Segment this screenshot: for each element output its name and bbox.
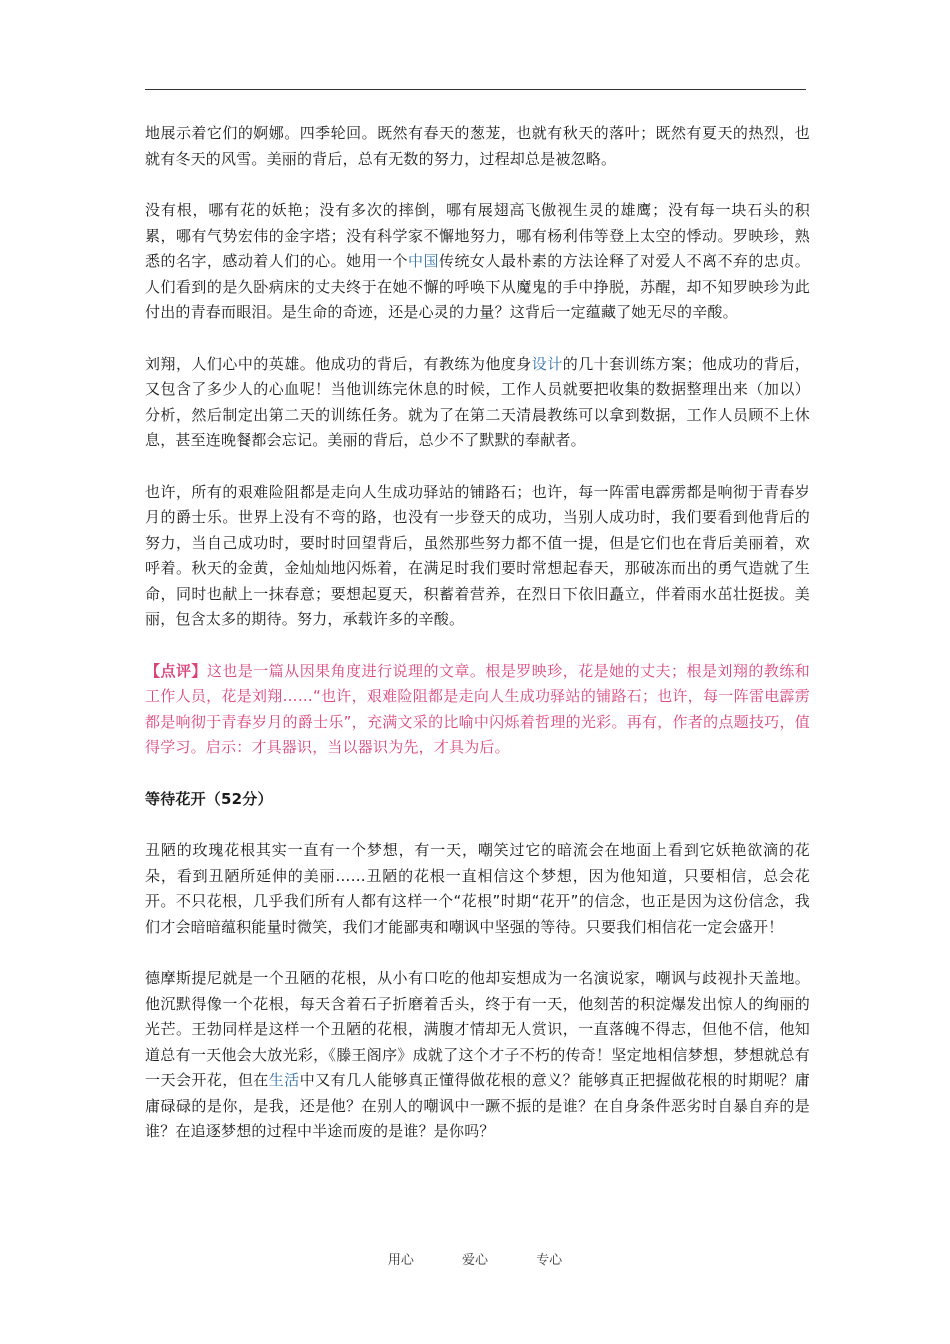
paragraph-1: 地展示着它们的婀娜。四季轮回。既然有春天的葱茏，也就有秋天的落叶；既然有夏天的热烈，也就有冬天的风雪。美丽的背后，总有无数的努力，过程却总是被忽略。 xyxy=(145,124,810,168)
paragraph-3 xyxy=(145,352,810,454)
footer-item: 专心 xyxy=(536,1253,563,1268)
paragraph-6-text-b: 中又有几人能够真正懂得做花根的意义？能够真正把握做花根的时期呢？庸庸碌碌的是你，是我，还是他？在别人的嘲讽中一蹶不振的是谁？在自身条件恶劣时自暴自弃的是谁？在追逐梦想的过程中半途而废的是谁？是你吗？ xyxy=(145,1071,811,1140)
comment-text: 这也是一篇从因果角度进行说理的文章。根是罗映珍，花是她的丈夫；根是刘翔的教练和工作人员，花是刘翔……“也许，艰难险阻都是走向人生成功驿站的铺路石；也许，每一阵雷电霹雳都是响彻于青春岁月的爵士乐”，充满文采的比喻中闪烁着哲理的光彩。再有，作者的点题技巧，值得学习。启示：才具器识，当以器识为先，才具为后。 xyxy=(145,661,810,756)
paragraph-6-text-a: 德摩斯提尼就是一个丑陋的花根，从小有口吃的他却妄想成为一名演说家，嘲讽与歧视扑天盖地。他沉默得像一个花根，每天含着石子折磨着舌头，终于有一天，他刻苦的积淀爆发出惊人的绚丽的光芒。王勃同样是这样一个丑陋的花根，满腹才情却无人赏识，一直落魄不得志，但他不信，他知道总有一天他会大放光彩，《滕王阁序》成就了这个才子不朽的传奇！坚定地相信梦想，梦想就总有一天会开花，但在 xyxy=(145,969,810,1089)
section-heading: 等待花开（52分） xyxy=(145,789,273,808)
page-footer xyxy=(0,1249,950,1268)
paragraph-2-text-b: 传统女人最朴素的方法诠释了对爱人不离不弃的忠贞。人们看到的是久卧病床的丈夫终于在她不懈的呼唤下从魔鬼的手中挣脱，苏醒，却不知罗映珍为此付出的青春而眼泪。是生命的奇迹，还是心灵的力量？这背后一定蕴藏了她无尽的辛酸。 xyxy=(145,252,811,321)
link-sheji[interactable]: 设计 xyxy=(531,354,563,373)
link-zhongguo[interactable]: 中国 xyxy=(408,252,439,270)
link-shenghuo[interactable]: 生活 xyxy=(268,1071,300,1089)
footer-item: 用心 xyxy=(387,1253,414,1268)
paragraph-2-text-a: 没有根，哪有花的妖艳；没有多次的摔倒，哪有展翅高飞傲视生灵的雄鹰；没有每一块石头的积累，哪有气势宏伟的金字塔；没有科学家不懈地努力，哪有杨利伟等登上太空的悸动。罗映珍，熟悉的名字，感动着人们的心。她用一个 xyxy=(145,201,810,270)
comment-tag: 【点评】 xyxy=(145,661,207,680)
paragraph-2 xyxy=(145,198,810,326)
paragraph-3-text-a: 刘翔，人们心中的英雄。他成功的背后，有教练为他度身 xyxy=(145,354,532,373)
paragraph-3-text-b: 的几十套训练方案；他成功的背后，又包含了多少人的心血呢！当他训练完休息的时候，工作人员就要把收集的数据整理出来（加以）分析，然后制定出第二天的训练任务。就为了在第二天清晨教练可以拿到数据，工作人员顾不上休息，甚至连晚餐都会忘记。美丽的背后，总少不了默默的奉献者。 xyxy=(145,354,810,449)
paragraph-4: 也许，所有的艰难险阻都是走向人生成功驿站的铺路石；也许，每一阵雷电霹雳都是响彻于青春岁月的爵士乐。世界上没有不弯的路，也没有一步登天的成功，当别人成功时，我们要看到他背后的努力，当自己成功时，要时时回望背后，虽然那些努力都不值一提，但是它们也在背后美丽着，欢呼着。秋天的金黄，金灿灿地闪烁着，在满足时我们要时常想起春天，那破冻而出的勇气造就了生命，同时也献上一抹春意；要想起夏天，积蓄着营养，在烈日下依旧矗立，伴着雨水茁壮挺拔。美丽，包含太多的期待。努力，承载许多的辛酸。 xyxy=(145,482,810,628)
document-body xyxy=(145,121,810,1171)
header-rule xyxy=(145,89,806,90)
comment-paragraph xyxy=(145,659,810,761)
paragraph-6 xyxy=(145,966,810,1145)
footer-item: 爱心 xyxy=(461,1253,488,1268)
paragraph-5: 丑陋的玫瑰花根其实一直有一个梦想，有一天，嘲笑过它的暗流会在地面上看到它妖艳欲滴的花朵，看到丑陋所延伸的美丽……丑陋的花根一直相信这个梦想，因为他知道，只要相信，总会花开。不只花根，几乎我们所有人都有这样一个“花根”时期“花开”的信念，也正是因为这份信念，我们才会暗暗蕴积能量时微笑，我们才能鄙夷和嘲讽中坚强的等待。只要我们相信花一定会盛开！ xyxy=(145,841,810,936)
